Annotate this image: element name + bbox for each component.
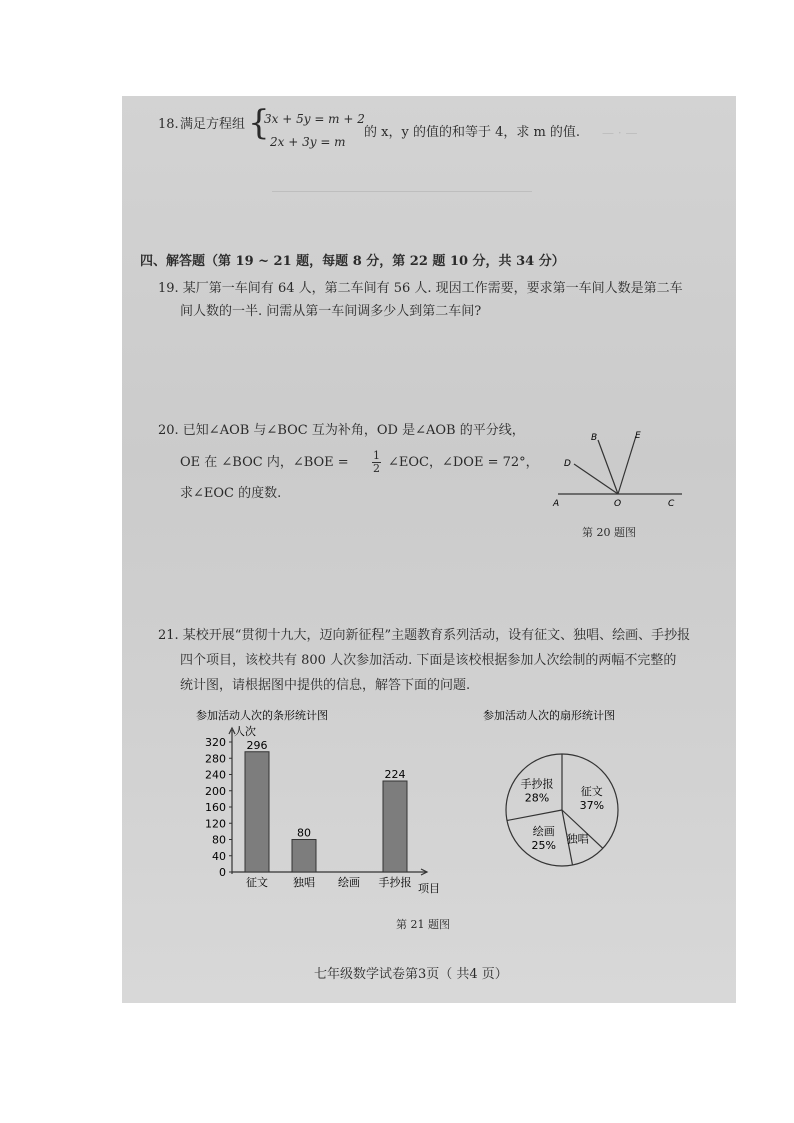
fraction-denominator: 2 xyxy=(373,462,380,475)
bleed-through: — · — xyxy=(602,126,638,140)
y-tick-label: 320 xyxy=(205,736,226,749)
bar-chart-ylabel: 人次 xyxy=(234,725,256,738)
pie-chart xyxy=(477,702,657,892)
x-category-label: 独唱 xyxy=(293,876,315,889)
ray-OD xyxy=(574,464,618,494)
x-category-label: 征文 xyxy=(246,876,268,889)
pie-slice-percent: 28% xyxy=(524,791,550,805)
bar-value-label: 296 xyxy=(246,738,268,752)
q20-fraction xyxy=(372,450,381,475)
q20-line-2b: ∠EOC，∠DOE = 72°， xyxy=(388,455,539,470)
bar-chart-title: 参加活动人次的条形统计图 xyxy=(196,709,328,722)
bar-chart-xlabel: 项目 xyxy=(418,882,440,895)
pie-divider xyxy=(507,810,562,820)
q21-line-3: 统计图，请根据图中提供的信息，解答下面的问题. xyxy=(180,678,471,693)
q21-line-1: 21. 某校开展“贯彻十九大，迈向新征程”主题教育系列活动，设有征文、独唱、绘画、手抄报 xyxy=(158,628,691,643)
pie-slice-name: 独唱 xyxy=(566,832,589,846)
y-tick-label: 40 xyxy=(212,849,226,863)
bar-value-label: 80 xyxy=(297,826,311,840)
pie-slice-percent: 25% xyxy=(531,838,556,852)
y-tick-label: 160 xyxy=(205,801,226,814)
label-E: E xyxy=(635,431,641,441)
y-tick-label: 240 xyxy=(205,768,226,782)
bar-value-label: 224 xyxy=(384,768,406,781)
y-tick-label: 0 xyxy=(219,866,226,879)
label-O: O xyxy=(614,499,622,509)
q18-suffix: 的 x，y 的值的和等于 4，求 m 的值. xyxy=(364,125,581,140)
y-tick-label: 80 xyxy=(212,833,226,847)
q21-line-2: 四个项目，该校共有 800 人次参加活动. 下面是该校根据参加人次绘制的两幅不完整的 xyxy=(180,653,677,668)
bleed-through-line xyxy=(272,191,532,192)
y-tick-label: 280 xyxy=(205,752,226,766)
pie-slice-percent: 37% xyxy=(579,799,605,813)
pie-slice-name: 征文 xyxy=(580,785,603,799)
exam-page xyxy=(122,96,736,1003)
x-category-label: 绘画 xyxy=(338,876,360,889)
q21-caption: 第 21 题图 xyxy=(396,918,450,931)
q18-equation-2: 2x + 3y = m xyxy=(270,135,346,149)
label-A: A xyxy=(553,499,560,509)
label-C: C xyxy=(668,499,675,509)
y-tick-label: 200 xyxy=(205,784,226,798)
label-B: B xyxy=(591,433,598,443)
bar-chart xyxy=(192,702,462,902)
q18-equation-1: 3x + 5y = m + 2 xyxy=(264,112,365,126)
section-4-title: 四、解答题（第 19 ~ 21 题，每题 8 分，第 22 题 10 分，共 34 分） xyxy=(140,254,565,269)
bar-独唱 xyxy=(292,840,316,873)
page-footer: 七年级数学试卷第3页（ 共4 页） xyxy=(314,967,508,982)
bar-征文 xyxy=(245,752,269,872)
y-tick-label: 120 xyxy=(205,817,226,831)
pie-slice-name: 绘画 xyxy=(532,824,555,838)
ray-OB xyxy=(598,440,618,494)
q20-line-1: 20. 已知∠AOB 与∠BOC 互为补角，OD 是∠AOB 的平分线， xyxy=(158,423,525,438)
bar-手抄报 xyxy=(383,781,407,872)
q19-line-1: 19. 某厂第一车间有 64 人，第二车间有 56 人. 现因工作需要，要求第一车间人数是第二车 xyxy=(158,281,683,296)
q18-number: 18. xyxy=(158,117,179,132)
q20-line-3: 求∠EOC 的度数. xyxy=(180,486,282,501)
pie-chart-title: 参加活动人次的扇形统计图 xyxy=(483,709,615,722)
q20-line-2a: OE 在 ∠BOC 内，∠BOE = xyxy=(180,455,349,470)
pie-slice-name: 手抄报 xyxy=(520,777,554,791)
equation-brace: { xyxy=(248,103,270,143)
q18-prefix: 满足方程组 xyxy=(180,117,246,132)
label-D: D xyxy=(564,459,571,469)
q20-caption: 第 20 题图 xyxy=(582,526,636,539)
q19-line-2: 间人数的一半. 问需从第一车间调多少人到第二车间? xyxy=(180,304,482,319)
ray-OE xyxy=(618,436,636,494)
fraction-numerator: 1 xyxy=(373,449,380,462)
x-category-label: 手抄报 xyxy=(378,876,412,889)
angle-figure xyxy=(550,426,710,516)
